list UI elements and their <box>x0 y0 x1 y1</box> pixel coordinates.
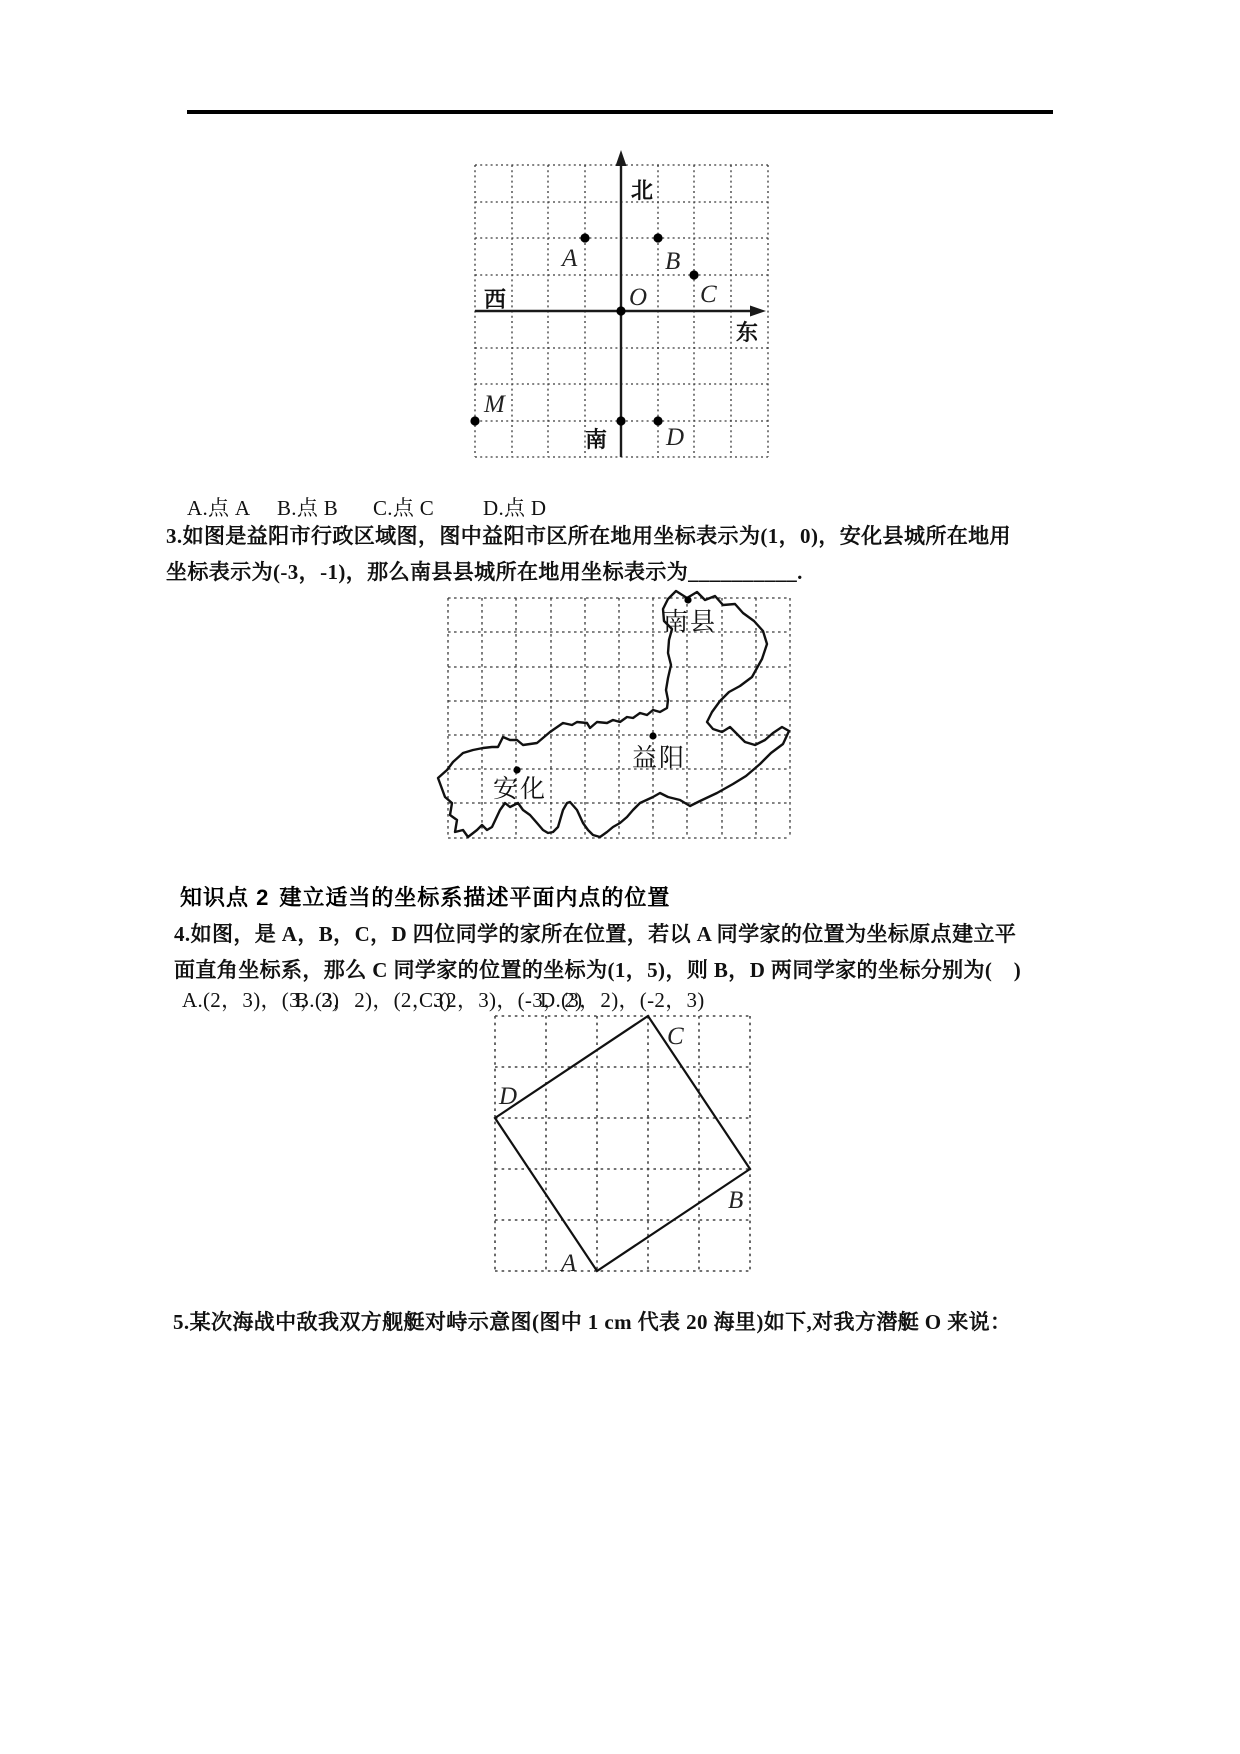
label-point-d: D <box>666 424 685 451</box>
q4-line1 <box>174 918 1016 948</box>
point-d-dot <box>653 416 662 425</box>
q3-line1-text: 如图是益阳市行政区域图，图中益阳市区所在地用坐标表示为(1，0)，安化县城所在地用 <box>182 524 1011 548</box>
point-a-dot <box>580 233 589 242</box>
label-anhua: 安化 <box>493 776 548 803</box>
q2-option-a: A.点 A <box>187 496 251 520</box>
point-m-dot <box>470 416 479 425</box>
east-arrowhead-icon <box>750 306 766 317</box>
label-point-m: M <box>484 391 505 418</box>
q3-line2-text: 坐标表示为(-3，-1)，那么南县县城所在地用坐标表示为__________. <box>166 560 803 584</box>
q5-number: 5. <box>173 1310 190 1334</box>
top-rule <box>187 110 1053 114</box>
q4-option-a: A.(2，3)，(3，2) <box>182 988 340 1012</box>
label-west: 西 <box>484 287 507 312</box>
q4-option-c: C.(2，3)，(-3，2) <box>419 988 583 1012</box>
compass-axes <box>475 150 766 457</box>
label-nanxian: 南县 <box>663 609 718 636</box>
label-east: 东 <box>736 320 759 345</box>
point-origin-dot <box>616 306 625 315</box>
q3-line2 <box>166 556 803 586</box>
point-c-dot <box>689 270 698 279</box>
anhua-dot <box>513 766 520 773</box>
point-b-dot <box>653 233 662 242</box>
label-south: 南 <box>585 427 608 452</box>
figure-compass-grid <box>440 140 785 470</box>
q4-number: 4. <box>174 922 191 946</box>
q4-option-b: B.(3，2)，(2，3) <box>295 988 452 1012</box>
q3-line1 <box>166 520 1011 550</box>
q4-line2-text: 面直角坐标系，那么 C 同学家的位置的坐标为(1，5)，则 B，D 两同学家的坐标分别为( ) <box>174 958 1022 982</box>
figure-square-homes <box>480 1005 770 1285</box>
label-point-c: C <box>700 281 717 308</box>
label-north: 北 <box>631 178 654 203</box>
map-boundary-outline <box>438 591 789 837</box>
north-arrowhead-icon <box>616 150 627 166</box>
label-origin: O <box>629 284 648 311</box>
q4-option-d: D.(3，2)，(-2，3) <box>540 988 705 1012</box>
q2-option-d: D.点 D <box>483 496 547 520</box>
knowledge-point-title: 建立适当的坐标系描述平面内点的位置 <box>279 885 671 910</box>
q5-line <box>173 1306 1011 1336</box>
label-square-d: D <box>499 1083 518 1110</box>
knowledge-point-heading <box>180 881 670 912</box>
axis-south-dot <box>616 416 625 425</box>
knowledge-point-label: 知识点 2 <box>180 885 270 910</box>
q2-option-b: B.点 B <box>277 496 339 520</box>
label-point-b: B <box>665 248 681 275</box>
q3-number: 3. <box>166 524 183 548</box>
square-outline <box>495 1016 750 1271</box>
nanxian-dot <box>684 596 691 603</box>
q4-line1-text: 如图，是 A，B，C，D 四位同学的家所在位置，若以 A 同学家的位置为坐标原点建立平 <box>190 922 1017 946</box>
q2-option-c: C.点 C <box>373 496 435 520</box>
square-grid-lines <box>495 1016 750 1271</box>
q5-text: 某次海战中敌我双方舰艇对峙示意图(图中 1 cm 代表 20 海里)如下,对我方潜艇 O 来说： <box>189 1310 1012 1334</box>
yiyang-dot <box>649 732 656 739</box>
label-yiyang: 益阳 <box>632 745 687 772</box>
figure-yiyang-map <box>425 588 805 848</box>
label-point-a: A <box>562 245 578 272</box>
label-square-c: C <box>667 1023 684 1050</box>
label-square-a: A <box>561 1250 577 1277</box>
q4-line2 <box>174 954 1021 984</box>
label-square-b: B <box>728 1187 744 1214</box>
